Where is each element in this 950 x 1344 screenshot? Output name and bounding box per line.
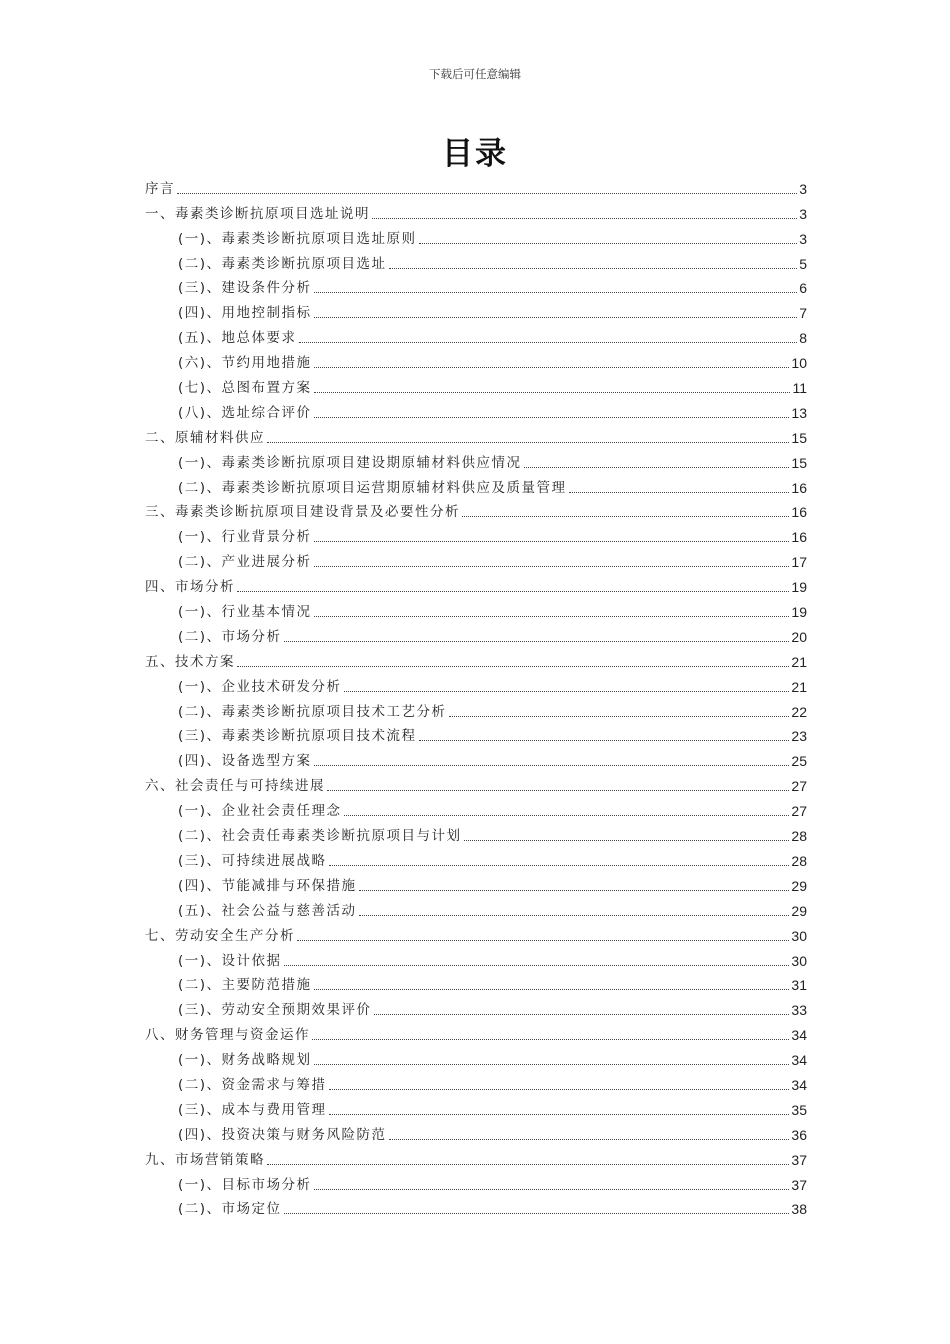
toc-entry[interactable] [145, 1122, 807, 1147]
toc-entry[interactable] [145, 674, 807, 699]
toc-entry-label: (二)、市场定位 [178, 1201, 282, 1218]
toc-entry-page-number: 34 [791, 1076, 807, 1093]
toc-entry-page-number: 3 [799, 180, 807, 197]
toc-dot-leader [314, 566, 790, 567]
toc-entry-label: (二)、主要防范措施 [178, 977, 312, 994]
toc-entry-label: (二)、产业进展分析 [178, 554, 312, 571]
toc-entry-page-number: 23 [791, 728, 807, 745]
toc-dot-leader [314, 765, 790, 766]
toc-entry-label: (一)、企业社会责任理念 [178, 803, 342, 820]
toc-entry-label: (八)、选址综合评价 [178, 404, 312, 421]
toc-entry-label: (二)、资金需求与筹措 [178, 1076, 327, 1093]
toc-entry-page-number: 3 [799, 230, 807, 247]
toc-entry-page-number: 11 [792, 380, 807, 397]
toc-entry-page-number: 15 [791, 454, 807, 471]
table-of-contents [145, 176, 807, 1221]
toc-entry-label: (二)、社会责任毒素类诊断抗原项目与计划 [178, 828, 462, 845]
toc-entry-label: (二)、毒素类诊断抗原项目选址 [178, 255, 387, 272]
toc-entry[interactable] [145, 1197, 807, 1222]
toc-entry[interactable] [145, 1072, 807, 1097]
toc-entry[interactable] [145, 475, 807, 500]
toc-dot-leader [327, 790, 789, 791]
toc-dot-leader [389, 268, 798, 269]
toc-entry-page-number: 34 [791, 1027, 807, 1044]
toc-entry[interactable] [145, 524, 807, 549]
toc-entry[interactable] [145, 898, 807, 923]
toc-entry-label: (一)、企业技术研发分析 [178, 678, 342, 695]
toc-entry-page-number: 37 [791, 1151, 807, 1168]
toc-entry-label: (四)、节能减排与环保措施 [178, 877, 357, 894]
toc-entry-page-number: 30 [791, 927, 807, 944]
toc-dot-leader [524, 467, 790, 468]
toc-entry-page-number: 27 [791, 778, 807, 795]
toc-dot-leader [314, 417, 790, 418]
toc-entry-label: (三)、劳动安全预期效果评价 [178, 1002, 372, 1019]
toc-entry-page-number: 33 [791, 1002, 807, 1019]
toc-dot-leader [314, 367, 790, 368]
toc-entry[interactable] [145, 1022, 807, 1047]
toc-dot-leader [329, 1114, 790, 1115]
toc-dot-leader [374, 1014, 790, 1015]
toc-entry[interactable] [145, 549, 807, 574]
toc-entry-label: 六、社会责任与可持续进展 [145, 778, 325, 795]
toc-entry[interactable] [145, 251, 807, 276]
toc-dot-leader [372, 218, 797, 219]
toc-dot-leader [284, 641, 790, 642]
toc-entry[interactable] [145, 798, 807, 823]
toc-entry-label: (二)、毒素类诊断抗原项目技术工艺分析 [178, 703, 447, 720]
toc-entry-page-number: 29 [791, 902, 807, 919]
toc-entry-label: 七、劳动安全生产分析 [145, 927, 295, 944]
toc-entry[interactable] [145, 873, 807, 898]
toc-entry[interactable] [145, 1047, 807, 1072]
toc-entry-label: (三)、毒素类诊断抗原项目技术流程 [178, 728, 417, 745]
toc-entry[interactable] [145, 201, 807, 226]
toc-entry-label: (七)、总图布置方案 [178, 380, 312, 397]
toc-entry-label: 一、毒素类诊断抗原项目选址说明 [145, 205, 370, 222]
toc-entry[interactable] [145, 773, 807, 798]
toc-entry-page-number: 35 [791, 1101, 807, 1118]
toc-dot-leader [314, 292, 798, 293]
toc-dot-leader [329, 1089, 790, 1090]
toc-entry[interactable] [145, 450, 807, 475]
toc-entry[interactable] [145, 325, 807, 350]
toc-dot-leader [329, 865, 790, 866]
toc-entry[interactable] [145, 823, 807, 848]
toc-entry-label: (五)、地总体要求 [178, 330, 297, 347]
toc-entry[interactable] [145, 276, 807, 301]
toc-dot-leader [462, 516, 789, 517]
header-note: 下载后可任意编辑 [429, 67, 521, 81]
toc-entry-page-number: 16 [791, 504, 807, 521]
toc-entry[interactable] [145, 300, 807, 325]
toc-entry-page-number: 19 [791, 604, 807, 621]
toc-entry[interactable] [145, 425, 807, 450]
toc-entry-page-number: 16 [791, 479, 807, 496]
toc-entry[interactable] [145, 973, 807, 998]
toc-entry[interactable] [145, 375, 807, 400]
toc-entry[interactable] [145, 624, 807, 649]
toc-entry-page-number: 38 [791, 1201, 807, 1218]
toc-dot-leader [464, 840, 790, 841]
toc-entry-label: (一)、设计依据 [178, 952, 282, 969]
toc-entry-page-number: 10 [791, 355, 807, 372]
toc-entry[interactable] [145, 400, 807, 425]
toc-dot-leader [569, 492, 790, 493]
toc-entry-label: (四)、投资决策与财务风险防范 [178, 1126, 387, 1143]
toc-entry-label: (一)、毒素类诊断抗原项目建设期原辅材料供应情况 [178, 454, 522, 471]
toc-entry[interactable] [145, 1097, 807, 1122]
toc-entry[interactable] [145, 748, 807, 773]
toc-entry-page-number: 31 [791, 977, 807, 994]
toc-dot-leader [419, 243, 798, 244]
toc-dot-leader [284, 965, 790, 966]
toc-entry-page-number: 15 [791, 429, 807, 446]
toc-entry-label: 四、市场分析 [145, 579, 235, 596]
toc-entry[interactable] [145, 500, 807, 525]
toc-dot-leader [359, 915, 790, 916]
toc-entry-page-number: 19 [791, 579, 807, 596]
toc-dot-leader [299, 342, 798, 343]
toc-dot-leader [314, 989, 790, 990]
toc-dot-leader [237, 591, 789, 592]
toc-entry-label: (四)、用地控制指标 [178, 305, 312, 322]
toc-entry-page-number: 6 [799, 280, 807, 297]
toc-entry-label: (一)、行业背景分析 [178, 529, 312, 546]
toc-dot-leader [267, 1164, 789, 1165]
toc-entry-page-number: 37 [791, 1176, 807, 1193]
toc-dot-leader [344, 815, 790, 816]
toc-entry[interactable] [145, 948, 807, 973]
toc-entry-label: (一)、毒素类诊断抗原项目选址原则 [178, 230, 417, 247]
toc-entry-label: (三)、成本与费用管理 [178, 1101, 327, 1118]
toc-entry[interactable] [145, 724, 807, 749]
toc-entry-label: 三、毒素类诊断抗原项目建设背景及必要性分析 [145, 504, 460, 521]
toc-entry[interactable] [145, 1172, 807, 1197]
toc-entry-page-number: 8 [799, 330, 807, 347]
page-title: 目录 [442, 136, 508, 172]
toc-entry-page-number: 22 [791, 703, 807, 720]
toc-entry-label: (一)、财务战略规划 [178, 1052, 312, 1069]
toc-dot-leader [284, 1213, 790, 1214]
toc-dot-leader [314, 317, 798, 318]
toc-entry-page-number: 13 [791, 404, 807, 421]
toc-entry-page-number: 7 [799, 305, 807, 322]
toc-entry-page-number: 5 [799, 255, 807, 272]
toc-entry-page-number: 28 [791, 828, 807, 845]
toc-dot-leader [314, 616, 790, 617]
toc-entry[interactable] [145, 1147, 807, 1172]
toc-entry-label: 序言 [145, 180, 175, 197]
toc-entry[interactable] [145, 226, 807, 251]
toc-dot-leader [389, 1139, 790, 1140]
toc-entry-label: (一)、目标市场分析 [178, 1176, 312, 1193]
toc-entry-page-number: 3 [799, 205, 807, 222]
toc-entry[interactable] [145, 699, 807, 724]
toc-entry-page-number: 36 [791, 1126, 807, 1143]
toc-dot-leader [237, 666, 789, 667]
toc-entry[interactable] [145, 350, 807, 375]
toc-dot-leader [177, 193, 797, 194]
toc-entry-label: (六)、节约用地措施 [178, 355, 312, 372]
toc-entry[interactable] [145, 923, 807, 948]
toc-entry-page-number: 25 [791, 753, 807, 770]
toc-entry-page-number: 28 [791, 852, 807, 869]
toc-entry-label: 二、原辅材料供应 [145, 429, 265, 446]
toc-dot-leader [267, 442, 789, 443]
toc-entry-label: (三)、建设条件分析 [178, 280, 312, 297]
toc-entry-page-number: 29 [791, 877, 807, 894]
toc-entry-label: 八、财务管理与资金运作 [145, 1027, 310, 1044]
toc-dot-leader [314, 1064, 790, 1065]
toc-dot-leader [312, 1039, 789, 1040]
toc-entry-page-number: 27 [791, 803, 807, 820]
toc-entry[interactable] [145, 649, 807, 674]
toc-entry-label: (三)、可持续进展战略 [178, 852, 327, 869]
toc-entry-page-number: 34 [791, 1052, 807, 1069]
toc-dot-leader [449, 716, 790, 717]
toc-entry-page-number: 21 [791, 653, 807, 670]
toc-entry-label: (五)、社会公益与慈善活动 [178, 902, 357, 919]
toc-entry[interactable] [145, 848, 807, 873]
toc-entry-label: (四)、设备选型方案 [178, 753, 312, 770]
toc-entry-label: (二)、市场分析 [178, 628, 282, 645]
toc-entry[interactable] [145, 176, 807, 201]
toc-dot-leader [314, 541, 790, 542]
toc-entry[interactable] [145, 574, 807, 599]
toc-entry-page-number: 16 [791, 529, 807, 546]
toc-dot-leader [314, 392, 791, 393]
toc-dot-leader [314, 1189, 790, 1190]
toc-entry-label: (二)、毒素类诊断抗原项目运营期原辅材料供应及质量管理 [178, 479, 567, 496]
toc-entry-page-number: 21 [791, 678, 807, 695]
toc-entry[interactable] [145, 997, 807, 1022]
toc-entry[interactable] [145, 599, 807, 624]
toc-entry-page-number: 20 [791, 628, 807, 645]
toc-dot-leader [419, 740, 790, 741]
toc-entry-label: 五、技术方案 [145, 653, 235, 670]
toc-dot-leader [359, 890, 790, 891]
toc-dot-leader [297, 940, 789, 941]
toc-entry-label: 九、市场营销策略 [145, 1151, 265, 1168]
toc-entry-label: (一)、行业基本情况 [178, 604, 312, 621]
toc-entry-page-number: 30 [791, 952, 807, 969]
toc-dot-leader [344, 691, 790, 692]
toc-entry-page-number: 17 [791, 554, 807, 571]
